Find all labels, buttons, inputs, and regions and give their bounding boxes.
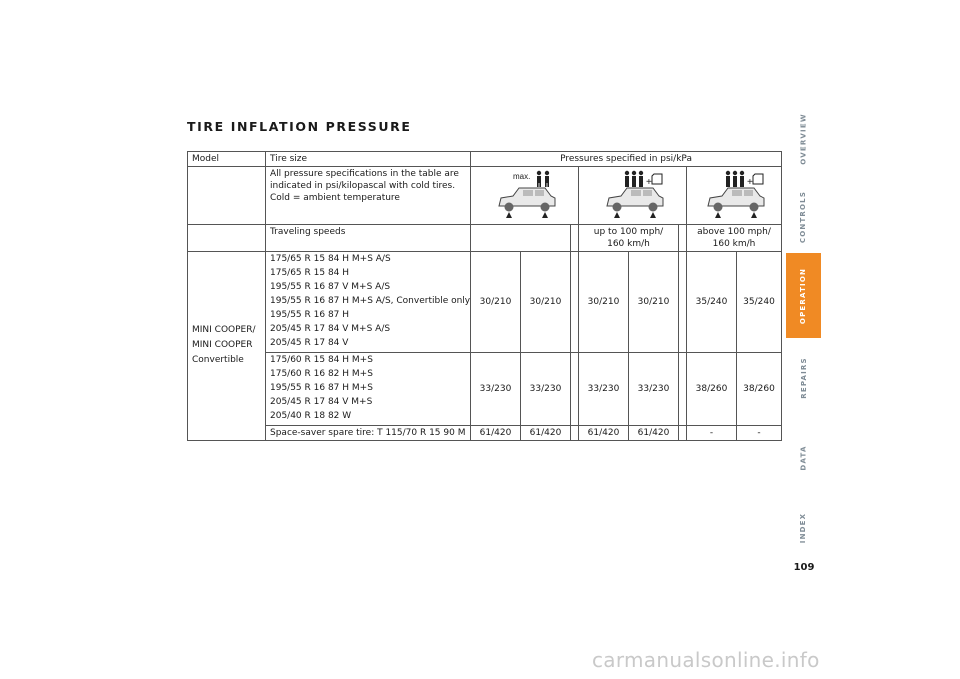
pressure-value: 30/210: [579, 252, 629, 353]
tire-pressure-table: [187, 151, 782, 441]
car-max-two-persons-icon: [471, 167, 578, 223]
svg-text:+: +: [747, 177, 753, 188]
info-row: [188, 167, 782, 225]
tab-data[interactable]: DATA: [799, 445, 808, 471]
table-row: [188, 353, 782, 426]
pressure-value: 30/210: [471, 252, 521, 353]
tab-overview[interactable]: OVERVIEW: [799, 113, 808, 165]
header-pressures: Pressures specified in psi/kPa: [471, 152, 782, 167]
pressure-value: 33/230: [521, 353, 571, 426]
page-number: 109: [793, 562, 815, 573]
tab-repairs[interactable]: REPAIRS: [799, 357, 808, 399]
speed-above-100: above 100 mph/ 160 km/h: [687, 225, 782, 252]
watermark: carmanualsonline.info: [592, 648, 820, 672]
pressure-value: 35/240: [687, 252, 737, 353]
pressure-value: 61/420: [521, 426, 571, 441]
pressure-value: 61/420: [579, 426, 629, 441]
tire-size-list: 175/60 R 15 84 H M+S 175/60 R 16 82 H M+S 195/55 R 16 87 H M+S 205/45 R 17 84 V M+S 205/40 R 18 82 W: [266, 353, 471, 426]
pressure-value: 61/420: [471, 426, 521, 441]
pressure-value: 33/230: [629, 353, 679, 426]
pressure-value: 35/240: [737, 252, 782, 353]
pressure-value: 61/420: [629, 426, 679, 441]
pressure-value: 38/260: [737, 353, 782, 426]
speeds-label: Traveling speeds: [266, 225, 471, 252]
speeds-row: [188, 225, 782, 252]
pressure-value: -: [687, 426, 737, 441]
info-text: All pressure specifications in the table are indicated in psi/kilopascal with cold tires. Cold = ambient temperature: [266, 167, 471, 225]
speed-up-to-100: up to 100 mph/ 160 km/h: [579, 225, 679, 252]
header-model: Model: [188, 152, 266, 167]
tab-index[interactable]: INDEX: [799, 512, 808, 544]
tab-controls[interactable]: CONTROLS: [799, 190, 808, 243]
page-title: TIRE INFLATION PRESSURE: [187, 119, 412, 134]
pressure-value: 30/210: [521, 252, 571, 353]
tab-operation[interactable]: OPERATION: [786, 253, 821, 338]
tire-size-list: 175/65 R 15 84 H M+S A/S 175/65 R 15 84 H 195/55 R 16 87 V M+S A/S 195/55 R 16 87 H M+S A/S, Convertible only 195/55 R 16 87 H 205/45 R 17 84 V M+S A/S 205/45 R 17 84 V: [266, 252, 471, 353]
pressure-value: 33/230: [579, 353, 629, 426]
svg-text:+: +: [645, 177, 652, 188]
pressure-value: 33/230: [471, 353, 521, 426]
car-four-persons-luggage-icon: [579, 167, 686, 223]
spare-tire-label: Space-saver spare tire: T 115/70 R 15 90 M: [266, 426, 471, 441]
pressure-value: 30/210: [629, 252, 679, 353]
table-row: [188, 252, 782, 353]
pressure-value: 38/260: [687, 353, 737, 426]
section-sidebar: [786, 98, 821, 580]
header-tire-size: Tire size: [266, 152, 471, 167]
table-row: [188, 426, 782, 441]
pressure-value: -: [737, 426, 782, 441]
header-row: [188, 152, 782, 167]
car-four-persons-luggage-icon: [687, 167, 781, 223]
model-cell: MINI COOPER/ MINI COOPER Convertible: [188, 252, 266, 441]
svg-text:max.: max.: [512, 172, 530, 181]
